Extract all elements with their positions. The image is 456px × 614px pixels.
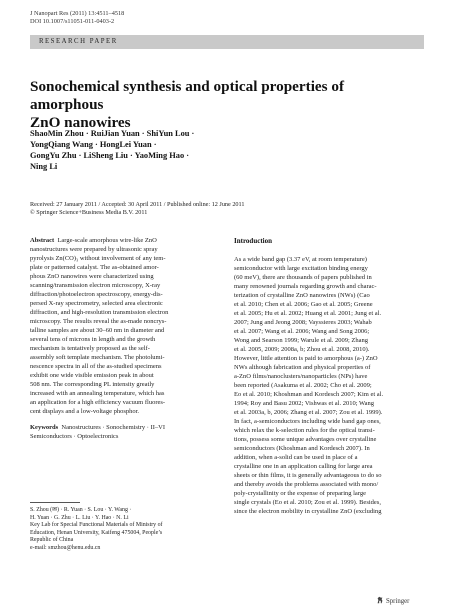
introduction-line: which relax the k-selection rules for the optical transi- [234, 427, 375, 434]
introduction-line: crystalline one in an application calling for large area [234, 463, 373, 470]
abstract-line: mechanism is tentatively proposed as the self- [30, 345, 150, 352]
title-line: ZnO nanowires [30, 114, 131, 131]
abstract-line: assembly soft template mechanism. The photolumi- [30, 354, 165, 361]
affiliation-line: Republic of China [30, 537, 74, 544]
title-line: Sonochemical synthesis and optical properties of amorphous [30, 78, 345, 113]
publisher-name: Springer [386, 598, 410, 605]
abstract-body [30, 245, 220, 416]
abstract-line: 508 nm. The corresponding PL intensity greatly [30, 381, 155, 388]
doi[interactable]: DOI 10.1007/s11051-011-0403-2 [30, 18, 115, 25]
abstract-line: scanning/transmission electron microscopy, X-ray [30, 282, 161, 289]
introduction-line: poly-crystallinity or the expense of preparing large [234, 490, 367, 497]
abstract-line: phous ZnO nanowires were characterized using [30, 273, 154, 280]
introduction-line: As a wide band gap (3.37 eV, at room temperature) [234, 256, 367, 263]
introduction-line: et al. 2003a, b, 2006; Zhang et al. 2007; Zou et al. 1999). [234, 409, 383, 416]
abstract-line: cent displays and a low-voltage phosphor. [30, 408, 140, 415]
introduction-line: 1994; Roy and Basu 2002; Vishwas et al. 2010; Wang [234, 400, 375, 407]
introduction-line: a-ZnO films/nanoclusters/nanoparticles (NPs) have [234, 373, 368, 380]
abstract-line-first: Abstract Large-scale amorphous wire-like ZnO [30, 237, 157, 244]
copyright-notice: © Springer Science+Business Media B.V. 2011 [30, 209, 148, 216]
introduction-line: NWs although fabrication and physical properties of [234, 364, 371, 371]
affiliation-footnote [30, 502, 220, 553]
introduction-line: (60 meV), there are thousands of papers published in [234, 274, 372, 281]
introduction-line: since the electron mobility in crystalline ZnO (excluding [234, 508, 382, 515]
abstract-line: talline samples are about 30–60 nm in diameter and [30, 327, 165, 334]
author-line: YongQiang Wang · HongLei Yuan · [30, 140, 157, 149]
affiliation-line: H. Yuan · G. Zhu · L. Liu · Y. Hao · N. Li [30, 514, 129, 521]
left-column [30, 236, 220, 441]
affiliation-lines [30, 507, 220, 553]
introduction-line: and thereby avoids the problems associated with mono/ [234, 481, 379, 488]
abstract-line: exhibit one wide visible emission peak in about [30, 372, 154, 379]
keywords-line-first: Keywords Nanostructures · Sonochemistry · II–VI [30, 424, 166, 431]
abstract-line: diffraction, and high-resolution transmission electron [30, 309, 169, 316]
introduction-line: semiconductors (Khoshman and Kordesch 2007). In [234, 445, 370, 452]
introduction-body [234, 255, 424, 516]
introduction-line: terization of crystalline ZnO nanowires (NWs) (Cao [234, 292, 370, 299]
introduction-line: In fact, a-semiconductors including wide band gap ones, [234, 418, 381, 425]
author-line: ShaoMin Zhou · RuiJian Yuan · ShiYun Lou · [30, 129, 195, 138]
introduction-line: Wong and Searson 1999; Warule et al. 2009; Zhang [234, 337, 369, 344]
footnote-rule [30, 502, 80, 503]
author-list [30, 128, 330, 172]
article-type-banner: RESEARCH PAPER [30, 35, 424, 49]
introduction-line: sheets or thin films, it is generally advantageous to do so [234, 472, 382, 479]
affiliation-line: Key Lab for Special Functional Materials of Ministry of [30, 522, 163, 529]
abstract-line: diffraction/photoelectron spectroscopy, energy-dis- [30, 291, 163, 298]
affiliation-line: e-mail: smzhou@henu.edu.cn [30, 544, 101, 551]
abstract-line: an application for a high efficiency vacuum fluores- [30, 399, 166, 406]
abstract-line: several tens of microns in length and the growth [30, 336, 156, 343]
horse-logo-icon [376, 596, 384, 604]
introduction-line: However, little attention is paid to amorphous (a-) ZnO [234, 355, 378, 362]
abstract-line: nescence spectra in all of the as-studied specimens [30, 363, 162, 370]
introduction-line: et al. 2010; Chen et al. 2006; Gao et al. 2005; Greene [234, 301, 373, 308]
right-column [234, 236, 424, 516]
journal-citation: J Nanopart Res (2011) 13:4511–4518 [30, 10, 125, 17]
introduction-line: et al. 2005; Hu et al. 2002; Huang et al. 2001; Jung et al. [234, 310, 382, 317]
introduction-line: Eo et al. 2010; Khoshman and Kordesch 2007; Kim et al. [234, 391, 384, 398]
introduction-line: semiconductor with large excitation binding energy [234, 265, 368, 272]
abstract-line: persed X-ray spectrometry, selected area electronic [30, 300, 163, 307]
affiliation-line: S. Zhou (✉) · R. Yuan · S. Lou · Y. Wang · [30, 507, 132, 513]
introduction-line: et al. 2007; Wang et al. 2006; Wang and Song 2006; [234, 328, 370, 335]
abstract-line: increased with an annealing temperature, which has [30, 390, 165, 397]
introduction-line: 2007; Jung and Jeong 2008; Vayssieres 2003; Wahab [234, 319, 372, 326]
publisher-mark [376, 596, 409, 607]
abstract-label: Abstract [30, 237, 55, 244]
abstract-line: pyrolysis Zn(CO)₃ without involvement of any tem- [30, 255, 166, 262]
introduction-heading: Introduction [234, 237, 272, 245]
introduction-line: tions, possess some unique advantages over crystalline [234, 436, 377, 443]
keywords-line: Semiconductors · Optoelectronics [30, 433, 119, 440]
keywords [30, 423, 220, 441]
abstract-line: nanostructures were prepared by ultrasonic spray [30, 246, 158, 253]
introduction-line: et al. 2005, 2009; 2008a, b; Zhou et al. 2008, 2010). [234, 346, 370, 353]
publication-dates: Received: 27 January 2011 / Accepted: 30 April 2011 / Published online: 12 June 2011 [30, 201, 245, 208]
abstract-line: plate or patterned catalyst. The as-obtained amor- [30, 264, 159, 271]
abstract [30, 236, 220, 416]
author-line: GongYu Zhu · LiSheng Liu · YaoMing Hao · [30, 151, 190, 160]
article-title [30, 78, 420, 132]
author-line: Ning Li [30, 162, 58, 171]
introduction-line: single crystals (Eo et al. 2010; Zou et al. 1999). Besides, [234, 499, 381, 506]
affiliation-line: Education, Henan University, Kaifeng 475004, People’s [30, 529, 163, 536]
introduction-line: many renowned journals regarding growth and charac- [234, 283, 377, 290]
abstract-line: microscopy. The results reveal the as-made noncrys- [30, 318, 167, 325]
keywords-label: Keywords [30, 424, 59, 431]
introduction-line: been reported (Asakuma et al. 2002; Cho et al. 2009; [234, 382, 372, 389]
introduction-line: addition, when a-solid can be used in place of a [234, 454, 358, 461]
